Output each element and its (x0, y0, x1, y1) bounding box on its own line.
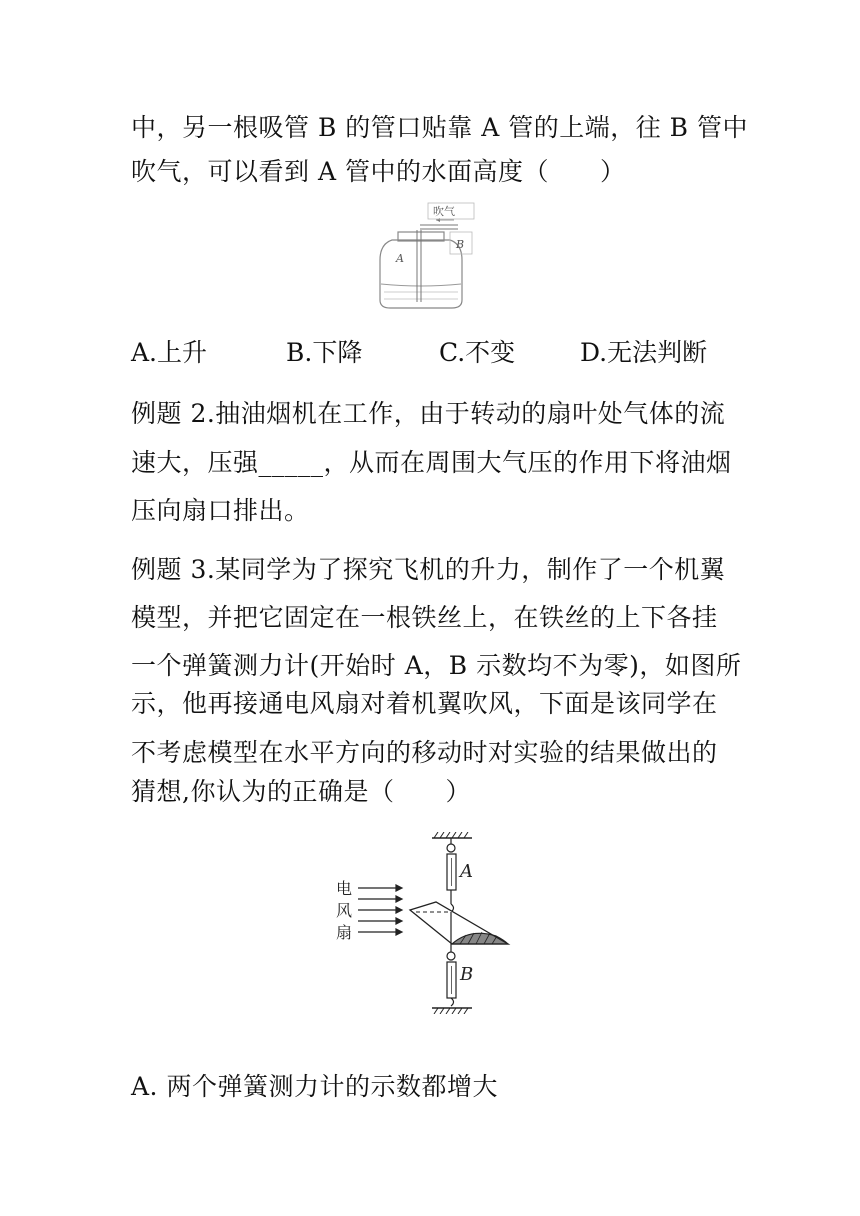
example3-line-2: 模型，并把它固定在一根铁丝上，在铁丝的上下各挂 (131, 603, 718, 632)
question1-line-2: 吹气，可以看到 A 管中的水面高度（ ） (131, 157, 626, 186)
fan-label-2: 风 (336, 901, 353, 920)
option-b: B.下降 (286, 338, 363, 367)
fan-label-3: 扇 (336, 923, 353, 942)
option-d: D.无法判断 (580, 338, 708, 367)
bottom-floor-hatch (434, 1008, 468, 1014)
example3-line-5: 不考虑模型在水平方向的移动时对实验的结果做出的 (131, 738, 718, 767)
meter-b-label: B (460, 964, 474, 985)
fan-label-1: 电 (336, 879, 353, 898)
option-a: A.上升 (131, 338, 208, 367)
tube-b-label: B (456, 238, 465, 251)
example3-line-1: 例题 3.某同学为了探究飞机的升力，制作了一个机翼 (131, 555, 726, 584)
wind-arrows (358, 885, 402, 935)
blow-label: 吹气 (433, 205, 455, 218)
meter-a-label: A (460, 861, 473, 882)
example3-line-6: 猜想,你认为的正确是（ ） (131, 777, 471, 806)
top-ceiling-hatch (434, 832, 468, 838)
question1-line-1: 中，另一根吸管 B 的管口贴靠 A 管的上端，往 B 管中 (131, 113, 748, 142)
wing-figure (320, 832, 520, 1014)
example3-option-a: A. 两个弹簧测力计的示数都增大 (131, 1072, 498, 1101)
jar-figure (370, 200, 480, 312)
bottom-hook (451, 998, 454, 1006)
example2-line-2: 速大，压强_____，从而在周围大气压的作用下将油烟 (131, 448, 732, 477)
tube-a-label: A (396, 252, 404, 265)
option-c: C.不变 (439, 338, 516, 367)
example3-line-4: 示，他再接通电风扇对着机翼吹风，下面是该同学在 (131, 689, 718, 718)
top-ring (447, 844, 455, 852)
example3-line-3: 一个弹簧测力计(开始时 A，B 示数均不为零)，如图所 (131, 651, 742, 680)
example2-line-3: 压向扇口排出。 (131, 496, 310, 525)
example2-line-1: 例题 2.抽油烟机在工作，由于转动的扇叶处气体的流 (131, 399, 726, 428)
middle-ring (447, 952, 455, 960)
